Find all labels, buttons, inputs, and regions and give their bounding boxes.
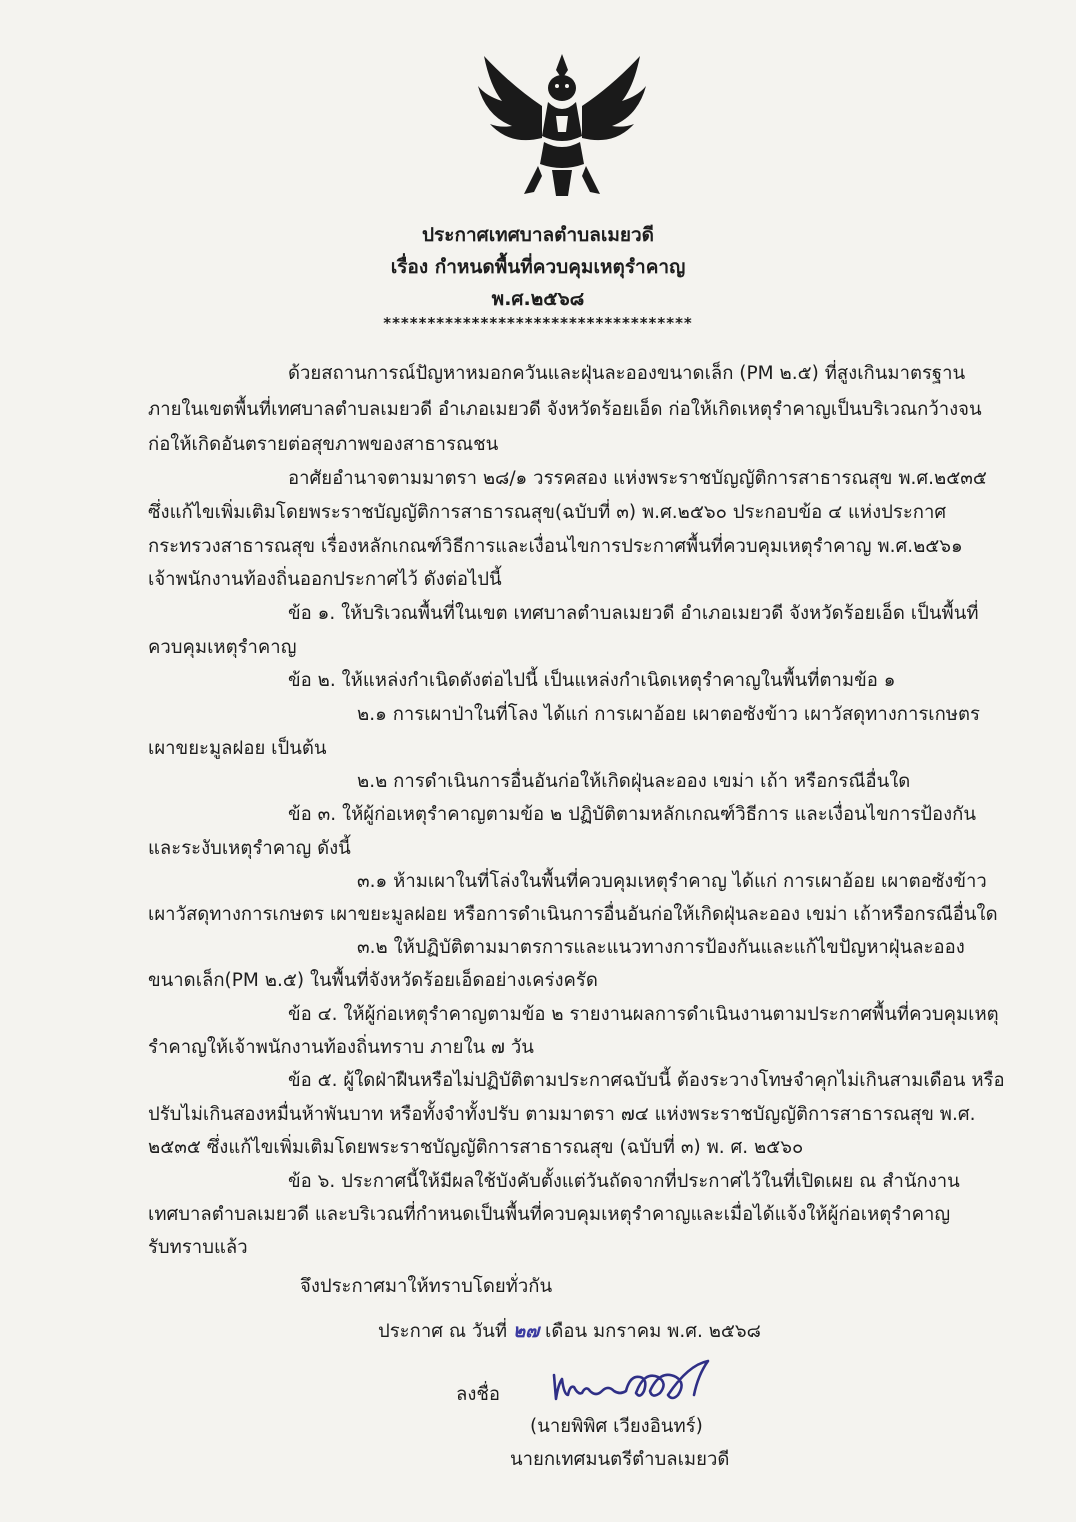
clause-5: ข้อ ๕. ผู้ใดฝ่าฝืนหรือไม่ปฏิบัติตามประกาศฉบับนี้ ต้องระวางโทษจำคุกไม่เกินสามเดือน หรือ — [288, 1070, 1005, 1091]
clause-6-cont: เทศบาลตำบลเมยวดี และบริเวณที่กำหนดเป็นพื้นที่ควบคุมเหตุรำคาญและเมื่อได้แจ้งให้ผู้ก่อเหตุรำคาญ — [148, 1204, 951, 1225]
date-suffix: เดือน มกราคม พ.ศ. ๒๕๖๘ — [545, 1321, 761, 1342]
clause-5-cont: ๒๕๓๕ ซึ่งแก้ไขเพิ่มเติมโดยพระราชบัญญัติการสาธารณสุข (ฉบับที่ ๓) พ. ศ. ๒๕๖๐ — [148, 1137, 804, 1158]
paragraph-line: ซึ่งแก้ไขเพิ่มเติมโดยพระราชบัญญัติการสาธารณสุข(ฉบับที่ ๓) พ.ศ.๒๕๖๐ ประกอบข้อ ๔ แห่งประกาศ — [148, 502, 947, 523]
paragraph-line: ก่อให้เกิดอันตรายต่อสุขภาพของสาธารณชน — [148, 434, 499, 455]
clause-1: ข้อ ๑. ให้บริเวณพื้นที่ในเขต เทศบาลตำบลเมยวดี อำเภอเมยวดี จังหวัดร้อยเอ็ด เป็นพื้นที่ — [288, 603, 979, 624]
clause-6: ข้อ ๖. ประกาศนี้ให้มีผลใช้บังคับตั้งแต่วันถัดจากที่ประกาศไว้ในที่เปิดเผย ณ สำนักงาน — [288, 1171, 960, 1192]
paragraph-line: อาศัยอำนาจตามมาตรา ๒๘/๑ วรรคสอง แห่งพระราชบัญญัติการสาธารณสุข พ.ศ.๒๕๓๕ — [288, 468, 987, 489]
clause-6-cont: รับทราบแล้ว — [148, 1237, 248, 1258]
signer-title: นายกเทศมนตรีตำบลเมยวดี — [510, 1449, 730, 1470]
clause-3-2: ๓.๒ ให้ปฏิบัติตามมาตรการและแนวทางการป้องกันและแก้ไขปัญหาฝุ่นละออง — [357, 937, 965, 958]
clause-3-1: ๓.๑ ห้ามเผาในที่โล่งในพื้นที่ควบคุมเหตุรำคาญ ได้แก่ การเผาอ้อย เผาตอซังข้าว — [357, 871, 987, 892]
date-day-handwritten: ๒๗ — [513, 1321, 540, 1342]
paragraph-line: ภายในเขตพื้นที่เทศบาลตำบลเมยวดี อำเภอเมยวดี จังหวัดร้อยเอ็ด ก่อให้เกิดเหตุรำคาญเป็นบริเวณกว้างจน — [148, 399, 982, 420]
clause-1-cont: ควบคุมเหตุรำคาญ — [148, 637, 297, 658]
clause-3-2-cont: ขนาดเล็ก(PM ๒.๕) ในพื้นที่จังหวัดร้อยเอ็ดอย่างเคร่งครัด — [148, 970, 598, 991]
clause-3-cont: และระงับเหตุรำคาญ ดังนี้ — [148, 838, 351, 859]
clause-2: ข้อ ๒. ให้แหล่งกำเนิดดังต่อไปนี้ เป็นแหล่งกำเนิดเหตุรำคาญในพื้นที่ตามข้อ ๑ — [288, 670, 896, 691]
clause-2-1-cont: เผาขยะมูลฝอย เป็นต้น — [148, 738, 327, 759]
document-subject: เรื่อง กำหนดพื้นที่ควบคุมเหตุรำคาญ — [390, 256, 686, 278]
paragraph-line: เจ้าพนักงานท้องถิ่นออกประกาศไว้ ดังต่อไปนี้ — [148, 569, 502, 590]
document-year: พ.ศ.๒๕๖๘ — [491, 288, 585, 310]
paragraph-line: ด้วยสถานการณ์ปัญหาหมอกควันและฝุ่นละอองขนาดเล็ก (PM ๒.๕) ที่สูงเกินมาตรฐาน — [288, 363, 966, 384]
clause-5-cont: ปรับไม่เกินสองหมื่นห้าพันบาท หรือทั้งจำทั้งปรับ ตามมาตรา ๗๔ แห่งพระราชบัญญัติการสาธารณสุข พ.ศ. — [148, 1104, 976, 1125]
clause-3-1-cont: เผาวัสดุทางการเกษตร เผาขยะมูลฝอย หรือการดำเนินการอื่นอันก่อให้เกิดฝุ่นละออง เขม่า เถ้าหรือกรณีอื่นใด — [148, 904, 998, 925]
date-prefix: ประกาศ ณ วันที่ — [378, 1321, 508, 1342]
garuda-emblem-icon — [472, 46, 652, 206]
clause-4-cont: รำคาญให้เจ้าพนักงานท้องถิ่นทราบ ภายใน ๗ วัน — [148, 1037, 534, 1058]
clause-2-1: ๒.๑ การเผาป่าในที่โลง ได้แก่ การเผาอ้อย เผาตอซังข้าว เผาวัสดุทางการเกษตร — [357, 704, 980, 725]
document-title: ประกาศเทศบาลตำบลเมยวดี — [421, 224, 655, 246]
separator-line: *********************************** — [383, 314, 693, 332]
sign-label: ลงชื่อ — [456, 1384, 501, 1405]
handwritten-signature — [548, 1355, 718, 1415]
signer-name: (นายพิพิศ เวียงอินทร์) — [530, 1416, 703, 1437]
clause-3: ข้อ ๓. ให้ผู้ก่อเหตุรำคาญตามข้อ ๒ ปฏิบัติตามหลักเกณฑ์วิธีการ และเงื่อนไขการป้องกัน — [288, 804, 977, 825]
clause-4: ข้อ ๔. ให้ผู้ก่อเหตุรำคาญตามข้อ ๒ รายงานผลการดำเนินงานตามประกาศพื้นที่ควบคุมเหตุ — [288, 1004, 999, 1025]
announce-date — [378, 1320, 761, 1344]
clause-2-2: ๒.๒ การดำเนินการอื่นอันก่อให้เกิดฝุ่นละออง เขม่า เถ้า หรือกรณีอื่นใด — [357, 771, 911, 792]
closing-announce: จึงประกาศมาให้ทราบโดยทั่วกัน — [300, 1276, 553, 1297]
paragraph-line: กระทรวงสาธารณสุข เรื่องหลักเกณฑ์วิธีการและเงื่อนไขการประกาศพื้นที่ควบคุมเหตุรำคาญ พ.ศ.๒๕๖๑ — [148, 536, 963, 557]
